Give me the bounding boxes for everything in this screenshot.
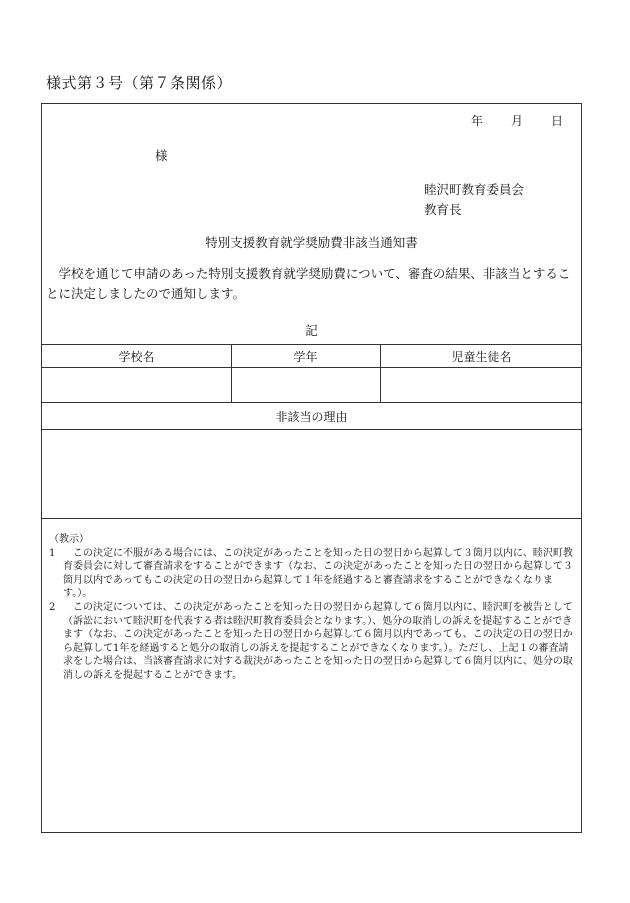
issuer-title: 教育長 bbox=[424, 202, 462, 217]
notice-body-text: 学校を通じて申請のあった特別支援教育就学奨励費について、審査の結果、非該当とすることに決定しましたので通知します。 bbox=[46, 266, 571, 301]
instructions-heading: （教示） bbox=[49, 534, 89, 545]
reason-header: 非該当の理由 bbox=[275, 410, 348, 424]
table-row-bottom-border bbox=[42, 402, 581, 403]
document-title: 特別支援教育就学奨励費非該当通知書 bbox=[205, 235, 418, 250]
instruction-item bbox=[49, 601, 575, 683]
header-grade: 学年 bbox=[293, 350, 318, 364]
date-month-label: 月 bbox=[510, 114, 523, 128]
date-line bbox=[443, 112, 563, 129]
reason-box-bottom-border bbox=[42, 518, 581, 519]
header-school-name: 学校名 bbox=[118, 350, 155, 364]
ki-marker: 記 bbox=[305, 323, 318, 338]
issuer-organization: 睦沢町教育委員会 bbox=[424, 182, 525, 197]
instruction-number: 2 bbox=[49, 601, 56, 613]
form-number-title: 様式第３号（第７条関係） bbox=[46, 74, 233, 92]
instruction-number: 1 bbox=[49, 547, 56, 559]
table-top-border bbox=[42, 344, 581, 345]
addressee-honorific: 様 bbox=[155, 148, 168, 163]
appeal-instructions bbox=[49, 533, 575, 683]
instruction-text: この決定に不服がある場合には、この決定があったことを知った日の翌日から起算して３箇月以内に、睦沢町教育委員会に対して審査請求をすることができます（なお、この決定があったことを知った日の翌日から起算して３箇月以内であってもこの決定の日の翌日から起算して１年を経過すると審査請求をすることができなくなります。）。 bbox=[63, 547, 573, 600]
reason-header-bottom-border bbox=[42, 429, 581, 430]
table-header-bottom-border bbox=[42, 367, 581, 368]
header-student-name: 児童生徒名 bbox=[451, 350, 512, 364]
instruction-text: この決定については、この決定があったことを知った日の翌日から起算して６箇月以内に、睦沢町を被告として（訴訟において睦沢町を代表する者は睦沢町教育委員会となります。）、処分の取消しの訴えを提起することができます（なお、この決定があったことを知った日の翌日から起算して６箇月以内であっても、この決定の日の翌日から起算して1年を経過すると処分の取消しの訴えを提起することができなくなります。）。ただし、上記１の審査請求をした場合は、当該審査請求に対する裁決があったことを知った日の翌日から起算して６箇月以内に、処分の取消しの訴えを提起することができます。 bbox=[63, 601, 573, 681]
instruction-item bbox=[49, 547, 575, 601]
issuer-block bbox=[424, 180, 524, 220]
date-day-label: 日 bbox=[550, 114, 563, 128]
date-year-label: 年 bbox=[470, 114, 483, 128]
notice-form-frame bbox=[41, 103, 582, 833]
